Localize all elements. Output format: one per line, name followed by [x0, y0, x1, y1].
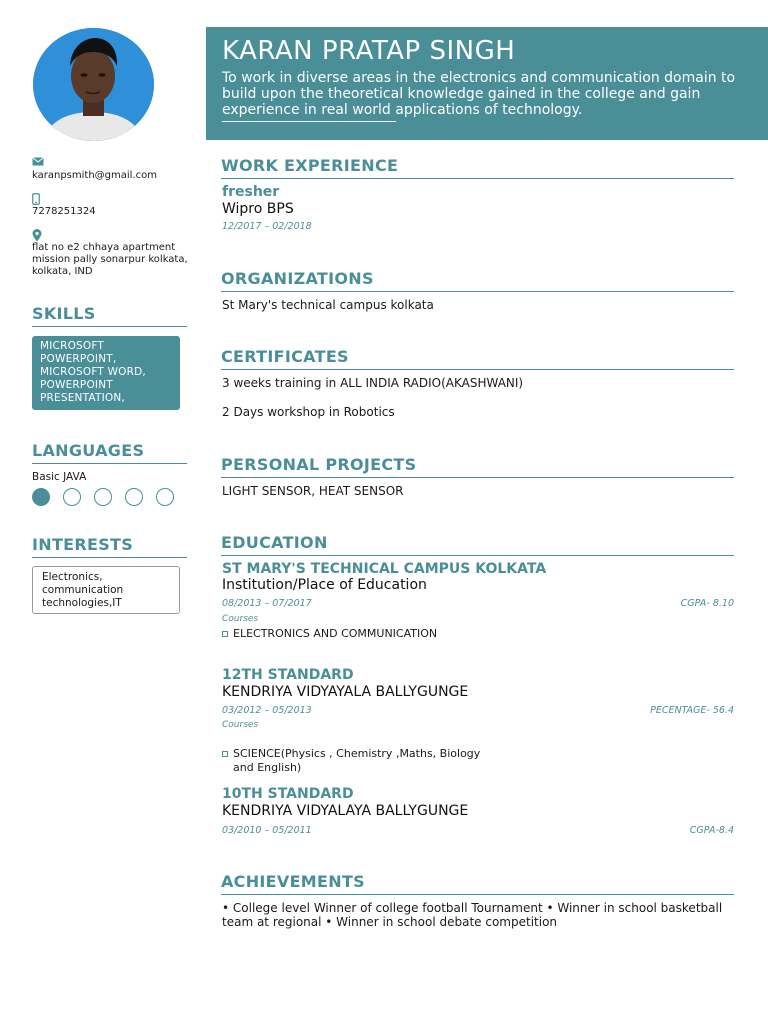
phone-text[interactable]: 7278251324 — [32, 206, 96, 217]
certificate-item: 3 weeks training in ALL INDIA RADIO(AKASHWANI) — [222, 376, 524, 390]
achievements-text: • College level Winner of college football Tournament • Winner in school basketball team at regional • Winner in school debate competition — [222, 901, 723, 929]
courses-label: Courses — [222, 720, 259, 730]
address-line-2: mission pally sonarpur kolkata, — [32, 254, 188, 265]
location-pin-icon — [32, 229, 188, 242]
education-score: PECENTAGE- 56.4 — [650, 705, 734, 716]
header-banner — [206, 27, 768, 140]
work-experience-heading: WORK EXPERIENCE — [221, 156, 734, 179]
education-score: CGPA- 8.10 — [680, 598, 734, 609]
rating-dot — [32, 488, 50, 506]
certificates-heading: CERTIFICATES — [221, 347, 734, 370]
certificate-item: 2 Days workshop in Robotics — [222, 405, 395, 419]
skill-line: POWERPOINT, — [40, 353, 117, 365]
interests-heading: INTERESTS — [32, 535, 187, 558]
profile-photo — [33, 28, 154, 141]
course-item: ELECTRONICS AND COMMUNICATION — [222, 627, 493, 641]
skills-heading: SKILLS — [32, 304, 187, 327]
phone-icon — [32, 193, 96, 206]
address-line-1: flat no e2 chhaya apartment — [32, 242, 176, 253]
organization-item: St Mary's technical campus kolkata — [222, 298, 434, 312]
envelope-icon — [32, 157, 157, 170]
skills-box — [32, 336, 180, 410]
career-objective: To work in diverse areas in the electronics and communication domain to build upon the theoretical knowledge gained in the college and gain experience in real world applications of technology. — [222, 70, 736, 118]
skill-line: MICROSOFT — [40, 340, 105, 352]
languages-heading: LANGUAGES — [32, 441, 187, 464]
achievements-heading: ACHIEVEMENTS — [221, 872, 734, 895]
education-degree: 10TH STANDARD — [222, 786, 354, 802]
rating-dot — [94, 488, 112, 506]
education-score: CGPA-8.4 — [689, 825, 734, 836]
contact-address — [32, 229, 188, 278]
rating-dot — [63, 488, 81, 506]
education-dates: 03/2010 – 05/2011 — [222, 825, 312, 836]
education-dates: 03/2012 – 05/2013 — [222, 705, 312, 716]
job-company: Wipro BPS — [222, 201, 294, 217]
email-text[interactable]: karanpsmith@gmail.com — [32, 170, 157, 181]
skill-line: PRESENTATION, — [40, 392, 125, 404]
rating-dot — [156, 488, 174, 506]
education-degree: ST MARY'S TECHNICAL CAMPUS KOLKATA — [222, 561, 547, 577]
interests-box — [32, 566, 180, 614]
education-institution: KENDRIYA VIDYAYALA BALLYGUNGE — [222, 684, 469, 700]
interest-line: Electronics, — [42, 571, 103, 583]
language-name: Basic JAVA — [32, 471, 87, 483]
education-degree: 12TH STANDARD — [222, 667, 354, 683]
project-item: LIGHT SENSOR, HEAT SENSOR — [222, 484, 404, 498]
contact-email — [32, 157, 157, 182]
address-line-3: kolkata, IND — [32, 266, 93, 277]
skill-line: POWERPOINT — [40, 379, 113, 391]
education-institution: KENDRIYA VIDYALAYA BALLYGUNGE — [222, 803, 469, 819]
course-item: SCIENCE(Physics , Chemistry ,Maths, Biology and English) — [222, 747, 483, 775]
education-heading: EDUCATION — [221, 533, 734, 556]
person-silhouette-icon — [33, 28, 154, 141]
courses-label: Courses — [222, 614, 259, 624]
skill-line: MICROSOFT WORD, — [40, 366, 146, 378]
job-dates: 12/2017 – 02/2018 — [222, 221, 312, 232]
contact-phone — [32, 193, 96, 218]
education-institution: Institution/Place of Education — [222, 577, 427, 593]
personal-projects-heading: PERSONAL PROJECTS — [221, 455, 734, 478]
objective-underline — [222, 121, 396, 122]
language-level-rating — [32, 488, 174, 506]
candidate-name: KARAN PRATAP SINGH — [222, 36, 516, 66]
organizations-heading: ORGANIZATIONS — [221, 269, 734, 292]
education-dates: 08/2013 – 07/2017 — [222, 598, 312, 609]
job-role: fresher — [222, 184, 280, 200]
interest-line: technologies,IT — [42, 597, 122, 609]
rating-dot — [125, 488, 143, 506]
interest-line: communication — [42, 584, 124, 596]
